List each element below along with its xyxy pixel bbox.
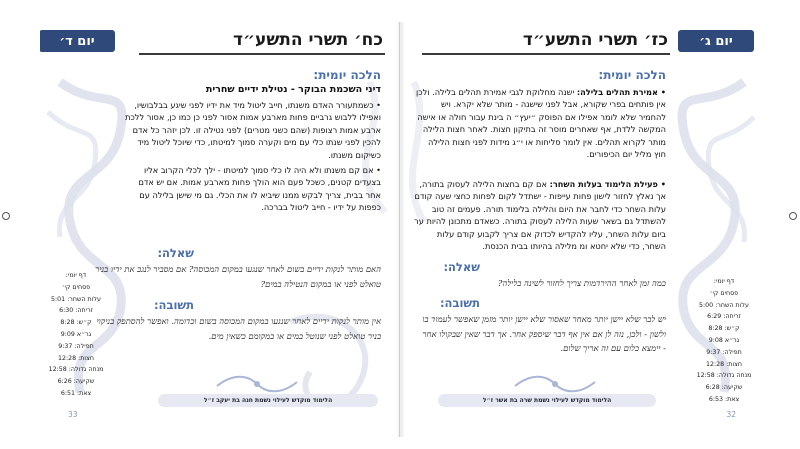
flourish-icon xyxy=(510,372,600,394)
zmanim-item: מנחה גדולה: 12:58 xyxy=(696,372,752,380)
zmanim-item: צאת: 6:51 xyxy=(60,389,92,397)
page-left xyxy=(40,22,400,437)
answer-heading: תשובה: xyxy=(439,296,480,310)
question-text: כמה זמן לאחר ההירדמות צריך לחזור לשינה בלילה? xyxy=(497,278,666,288)
zmanim-item: מנחה גדולה: 12:58 xyxy=(48,366,104,374)
page-right xyxy=(404,22,760,437)
zmanim-item: דף יומי: xyxy=(713,278,735,285)
halacha-paragraph: • כשמתעורר האדם משנתו, חייב ליטול מיד את ידיו לפני שיגע בבלבושיו, ואפילו ללבוש גרביים פחות מארבע אמות אסור לפני כן כמו כן, אסור ללכת ארבע אמות רצופות (שהם כשני מטרים) לפני נטילה זו. לכן יזהר כל אדם להכין לפני שנתו כלי עם מים וקערה סמוך למיטתו, כדי שיוכל ליטול מיד כשיקום משנתו. xyxy=(125,100,381,160)
title-divider xyxy=(422,53,670,55)
halacha-body: אם קם בחצות הלילה לעסוק בתורה, אך נאלץ לחזור לישון פחות עייפות - ישתדל לקום לפחות כחצי שעה קודם עלות השחר כדי לחבר את היום והלילה בלימוד תורה. פעמים זה טוב להשתדל גם בשאר שעות הלילה לעסוק בתורה. כשאדם מתכונן להיות ער ביום עלות השחר, עליו להקדיש לכדוק אם צריך לקבוע קודם עלות השחר, כדי שלא יחטא ומ מלילה בהיותו בבית הכנסת. xyxy=(414,179,666,252)
zmanim-item: דף יומי: xyxy=(65,272,87,279)
halacha-paragraph xyxy=(414,178,666,252)
halacha-paragraph xyxy=(414,86,666,160)
page-number: 32 xyxy=(726,410,736,419)
zmanim-item: ק״ש: 8:28 xyxy=(708,325,740,333)
zmanim-item: חצות: 12:28 xyxy=(58,354,94,362)
zmanim-item: זריחה: 6:29 xyxy=(707,313,741,321)
day-tab: יום ג׳ xyxy=(678,30,754,52)
halacha-heading: הלכה יומית: xyxy=(598,68,666,82)
zmanim-item: תפילה: 9:37 xyxy=(58,342,94,350)
zmanim-item: שקיעה: 6:26 xyxy=(57,378,95,386)
zmanim-item: פסחים קי׳ xyxy=(61,283,91,291)
answer-text: יש לבר שלא יישן יותר מאחר שאסור שלא יישן יותר מזמן שאפשר לעמוד בו ולשון - ולכן, נזה לן אם אין אף דבר שיספק אחר. אך דבר שאין שבקולו אחר - יימצא כלום עם זה אריך שלום. xyxy=(422,314,666,353)
page-number: 33 xyxy=(68,410,78,419)
zmanim-list xyxy=(46,270,106,400)
page-title: כח׳ תשרי התשע״ד xyxy=(232,30,383,50)
dedication-banner: הלימוד מוקדש לעילוי נשמת שרה בת אשר ז״ל xyxy=(438,394,656,407)
halacha-heading: הלכה יומית: xyxy=(313,68,381,82)
question-text: האם מותר לנקות ידיים בשום לאחר שנגעו במקום המכוסה? אם מסביר לנגב את ידיו בניר טואלט לפני או במקום הנטילה במים? xyxy=(95,264,381,289)
registration-mark-left xyxy=(2,212,10,220)
zmanim-item: גר״א 9:08 xyxy=(708,336,740,344)
question-heading: שאלה: xyxy=(157,246,194,260)
halacha-body: ישנה מחלוקת לגבי אמירת תהלים בלילה. ולכן אין פותחים בפרי שקורא, אבל לפני שישנה - מותר שלא יקרא. ויש להחמיר שלא לומר אפילו אם הפוסק ״יעץ״ ה בינת עבור חולה או אישה המקשה ללדת, אף שאחרים מוסר זה בתיקון חצות. לאחר חצות הלילה מותר לקרוא תהלים. אין לומר סליחות או י״ג מידות לפני חצות הלילה חוץ מליל יום הכיפורים. xyxy=(416,87,666,160)
zmanim-item: חצות: 12:28 xyxy=(706,360,742,368)
zmanim-item: תפילה: 9:37 xyxy=(706,348,742,356)
registration-mark-right xyxy=(789,212,797,220)
zmanim-item: גר״א 9:09 xyxy=(60,330,92,338)
answer-heading: תשובה: xyxy=(153,298,194,312)
dedication-banner: הלימוד מוקדש לעילוי נשמת חנה בת יעקב ז״ל xyxy=(158,394,378,407)
halacha-lead: • אמירת תהלים בלילה: xyxy=(576,87,666,97)
zmanim-item: ק״ש: 8:28 xyxy=(60,319,92,327)
halacha-paragraph: • אם קם משנתו ולא היה לו כלי סמוך למיטתו - ילך לכלי הקרוב אליו בצעדים קטנים, כשכל פעם הוא הולך פחות מארבע אמות. אם יש אדם אחר בבית, צריך לבקש ממנו שיביא לו את הכלי. גם מי שישן בלילה עם כפפות על ידיו - חייב ליטול בברכה. xyxy=(138,165,381,213)
zmanim-item: זריחה: 6:30 xyxy=(59,307,93,315)
zmanim-item: עלות השחר: 5:01 xyxy=(51,295,101,303)
title-divider xyxy=(139,53,385,55)
zmanim-item: פסחים קי׳ xyxy=(709,289,739,297)
answer-text: אין מותר לנקות ידיים לאחר שנגעו במקום המכוסה בשום וכדומה. ואפשר להסתפק בניקוי בניר טואלט לפני שנוטל במים או במקומם כשאין מים. xyxy=(96,316,381,341)
flourish-icon xyxy=(212,372,302,394)
zmanim-list xyxy=(694,276,754,406)
zmanim-item: עלות השחר: 5:00 xyxy=(699,301,749,309)
halacha-subtitle: דיני השכמת הבוקר - נטילת ידיים שחרית xyxy=(205,84,381,95)
page-title: כז׳ תשרי התשע״ד xyxy=(522,30,668,50)
zmanim-item: שקיעה: 6:28 xyxy=(705,384,743,392)
halacha-lead: • פעילת הלימוד בעלות השחר: xyxy=(549,179,666,189)
day-tab: יום ד׳ xyxy=(40,30,115,52)
zmanim-item: צאת: 6:53 xyxy=(708,395,740,403)
question-heading: שאלה: xyxy=(443,260,480,274)
